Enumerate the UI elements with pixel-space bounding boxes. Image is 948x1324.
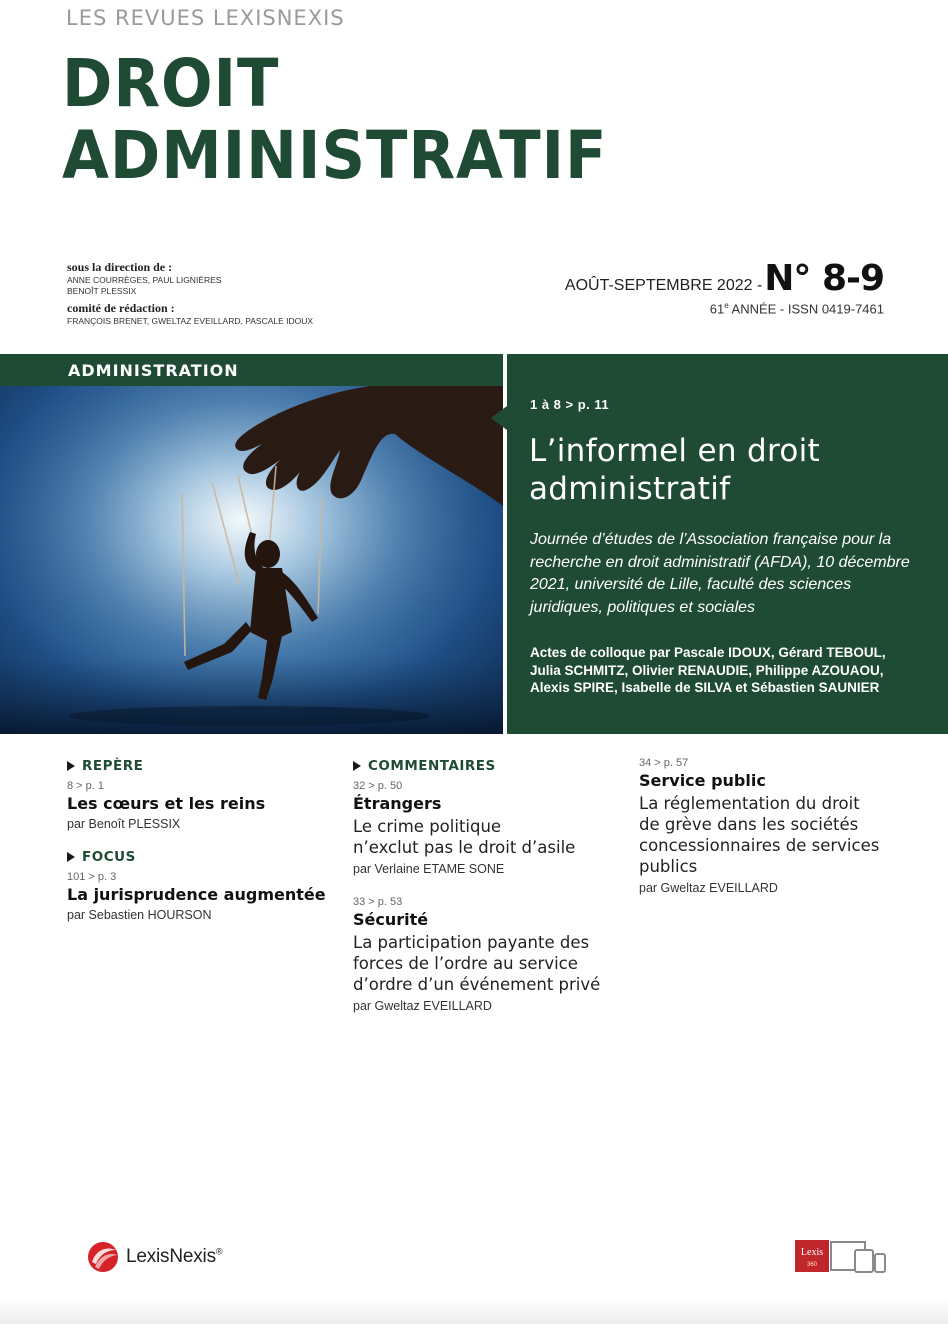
article-ref: 32 > p. 50 [353, 780, 403, 792]
article-title[interactable]: La jurisprudence augmentée [67, 885, 326, 904]
article-title[interactable]: Les cœurs et les reins [67, 794, 266, 813]
feature-panel [507, 354, 948, 734]
journal-title-line1: DROIT [62, 45, 280, 122]
feature-authors: Actes de colloque par Pascale IDOUX, Gérard TEBOUL, Julia SCHMITZ, Olivier RENAUDIE, Philippe AZOUAOU, Alexis SPIRE, Isabelle de SILVA et Sébastien SAUNIER [530, 645, 886, 695]
journal-title [62, 45, 608, 194]
tablet-icon [855, 1250, 873, 1272]
section-label: ADMINISTRATION [68, 361, 239, 380]
triangle-right-icon [67, 852, 75, 862]
puppet-hand-image [0, 386, 503, 734]
feature-ref: 1 à 8 > p. 11 [530, 397, 610, 412]
article-ref: 33 > p. 53 [353, 896, 403, 908]
lexisnexis-brand: LexisNexis® [126, 1246, 223, 1267]
article-author: par Sebastien HOURSON [67, 908, 212, 922]
article-ref: 34 > p. 57 [639, 757, 689, 769]
issue-date: AOÛT-SEPTEMBRE 2022 - [564, 277, 763, 294]
editorial-board [67, 260, 313, 327]
column-service-public [639, 757, 909, 895]
issue-number: N° 8-9 [764, 258, 884, 299]
page-edge-shadow [0, 1300, 948, 1324]
phone-icon [875, 1254, 885, 1272]
article-author: par Gweltaz EVEILLARD [353, 999, 492, 1013]
comite-names: FRANÇOIS BRENET, GWELTAZ EVEILLARD, PASCALE IDOUX [67, 316, 314, 326]
direction-names-1: ANNE COURRÈGES, PAUL LIGNIÈRES [67, 275, 222, 285]
section-header [0, 354, 503, 386]
panel-notch [491, 406, 507, 430]
article-summary: La réglementation du droit de grève dans les sociétés concessionnaires de services publics [639, 794, 880, 876]
direction-names-2: BENOÎT PLESSIX [67, 286, 137, 296]
issue-issn: 61e ANNÉE - ISSN 0419-7461 [709, 301, 884, 317]
lexisnexis-logo-icon [86, 1240, 120, 1274]
svg-text:360: 360 [806, 1262, 818, 1268]
series-name: LES REVUES LEXISNEXIS [66, 6, 345, 30]
puppet-illustration [0, 386, 503, 734]
article-title[interactable]: Service public [639, 771, 766, 790]
journal-title-line2: ADMINISTRATIF [62, 117, 608, 194]
comite-label: comité de rédaction : [67, 301, 175, 315]
article-title[interactable]: Étrangers [353, 794, 442, 813]
column-repere-focus [67, 758, 327, 922]
rubric-repere: REPÈRE [67, 758, 327, 774]
issue-info [565, 258, 884, 316]
column-commentaires [353, 758, 623, 1013]
lexisnexis-logo [86, 1240, 222, 1274]
article-ref: 101 > p. 3 [67, 871, 117, 883]
article-title[interactable]: Sécurité [353, 910, 429, 929]
article-ref: 8 > p. 1 [67, 780, 105, 792]
rubric-focus: FOCUS [67, 849, 327, 865]
triangle-right-icon [67, 761, 75, 771]
article-author: par Benoît PLESSIX [67, 817, 181, 831]
feature-title: L’informel en droit administratif [529, 433, 820, 507]
rubric-commentaires: COMMENTAIRES [353, 758, 623, 774]
article-author: par Verlaine ETAME SONE [353, 862, 505, 876]
devices-icon [795, 1240, 887, 1276]
direction-label: sous la direction de : [67, 260, 173, 274]
svg-text:Lexis: Lexis [800, 1247, 824, 1258]
feature-description: Journée d’études de l’Association française pour la recherche en droit administratif (AFDA), 10 décembre 2021, université de Lille, faculté des sciences juridiques, politiques et sociales [530, 531, 910, 616]
triangle-right-icon [353, 761, 361, 771]
article-summary: La participation payante des forces de l’ordre au service d’ordre d’un événement privé [353, 933, 601, 994]
article-summary: Le crime politique n’exclut pas le droit d’asile [353, 817, 576, 857]
article-author: par Gweltaz EVEILLARD [639, 881, 778, 895]
